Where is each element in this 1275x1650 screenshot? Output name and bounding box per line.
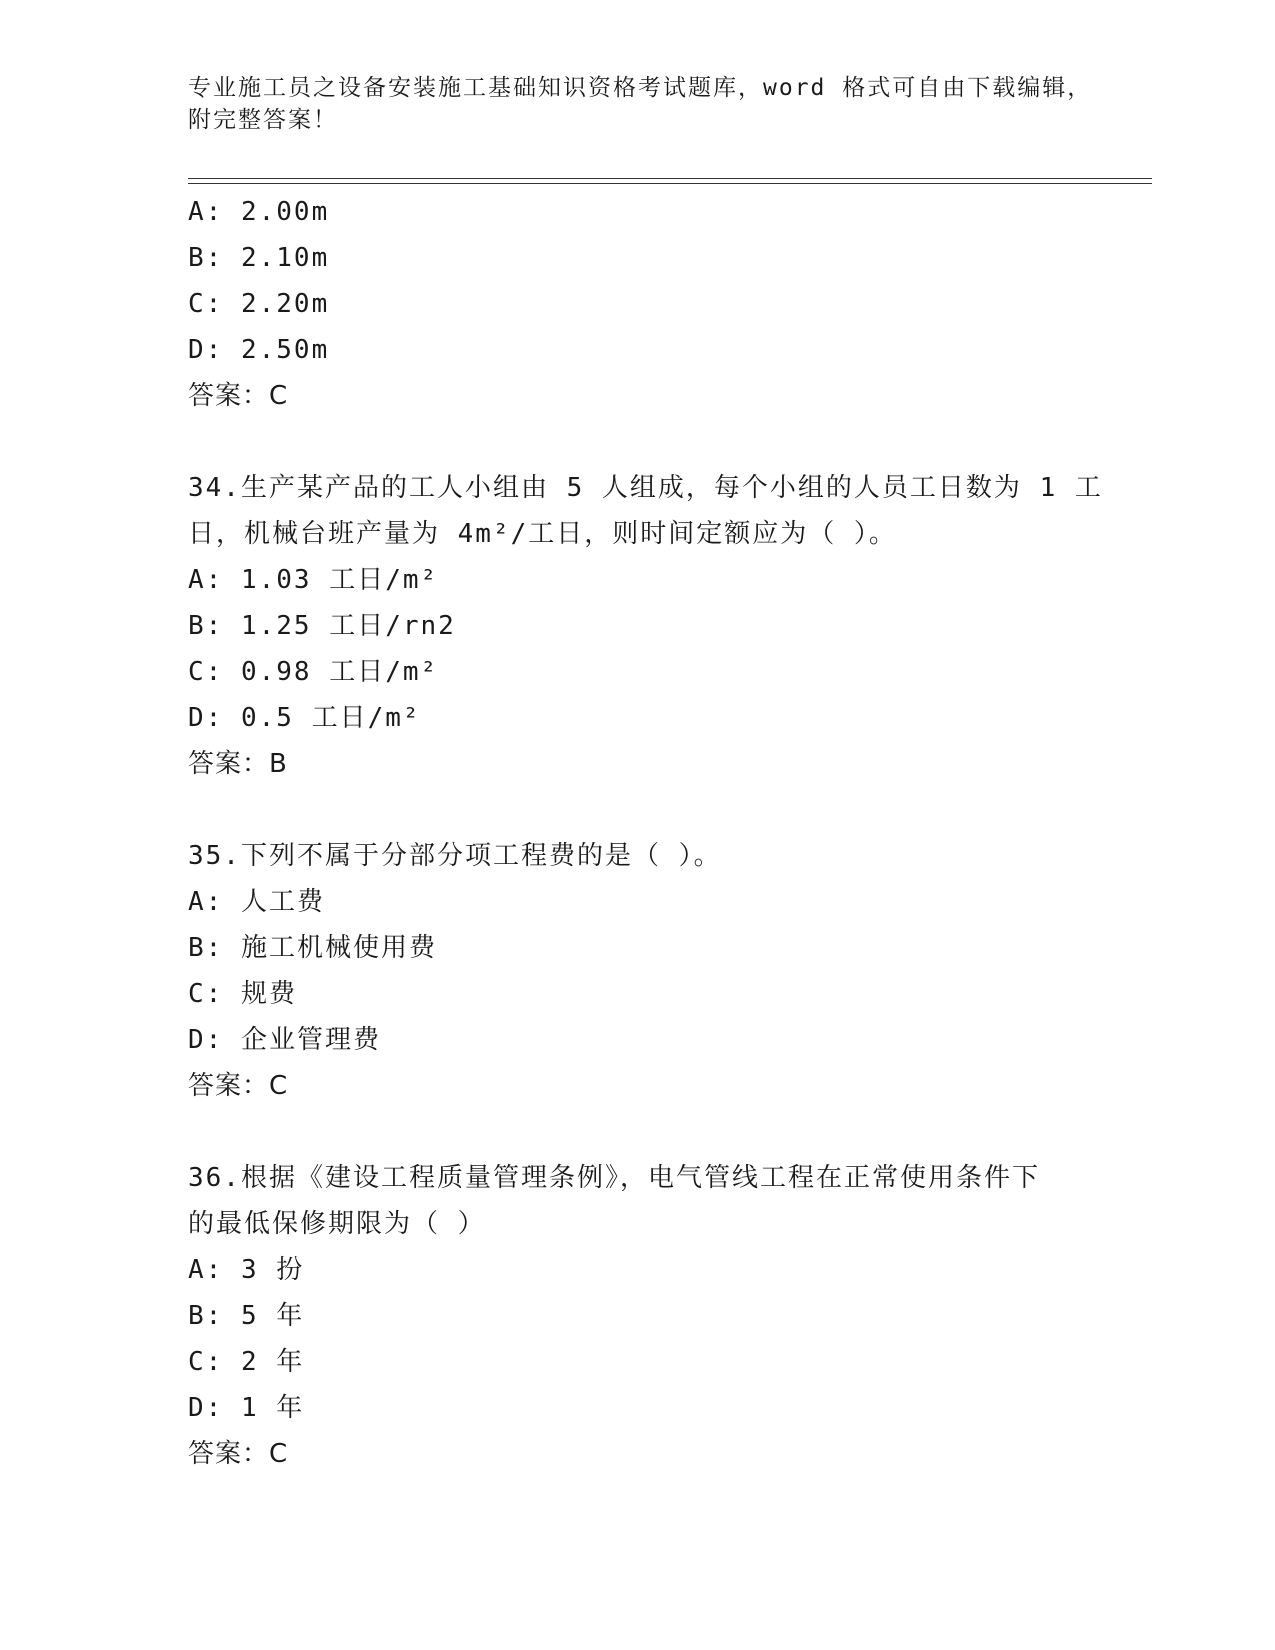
header-rule-top bbox=[188, 178, 1152, 179]
question-33 bbox=[188, 189, 1148, 419]
question-36 bbox=[188, 1155, 1148, 1477]
header-line-1: 专业施工员之设备安装施工基础知识资格考试题库，word 格式可自由下载编辑， bbox=[188, 75, 1093, 101]
question-stem-line-2: 的最低保修期限为（ ） bbox=[188, 1209, 486, 1239]
spacer bbox=[188, 419, 1148, 465]
header-line-2: 附完整答案！ bbox=[188, 107, 338, 133]
option-d: D: 2.50m bbox=[188, 335, 330, 365]
answer: 答案：C bbox=[188, 381, 289, 411]
option-c: C: 2.20m bbox=[188, 289, 330, 319]
question-list bbox=[188, 189, 1148, 1477]
question-34 bbox=[188, 465, 1148, 787]
option-c: C: 规费 bbox=[188, 979, 297, 1009]
spacer bbox=[188, 787, 1148, 833]
spacer bbox=[188, 1109, 1148, 1155]
question-stem-line-1: 34.生产某产品的工人小组由 5 人组成，每个小组的人员工日数为 1 工 bbox=[188, 473, 1103, 503]
option-a: A: 3 扮 bbox=[188, 1255, 305, 1285]
option-d: D: 0.5 工日/m² bbox=[188, 703, 421, 733]
option-d: D: 企业管理费 bbox=[188, 1025, 381, 1055]
option-c: C: 0.98 工日/m² bbox=[188, 657, 439, 687]
option-d: D: 1 年 bbox=[188, 1393, 305, 1423]
option-a: A: 人工费 bbox=[188, 887, 325, 917]
answer: 答案：C bbox=[188, 1071, 289, 1101]
question-stem-line-2: 日，机械台班产量为 4m²/工日，则时间定额应为（ ）。 bbox=[188, 519, 897, 549]
document-header bbox=[188, 72, 1093, 136]
option-b: B: 2.10m bbox=[188, 243, 330, 273]
question-stem-line-1: 36.根据《建设工程质量管理条例》，电气管线工程在正常使用条件下 bbox=[188, 1163, 1040, 1193]
option-a: A: 1.03 工日/m² bbox=[188, 565, 439, 595]
option-b: B: 5 年 bbox=[188, 1301, 305, 1331]
option-b: B: 1.25 工日/rn2 bbox=[188, 611, 456, 641]
option-c: C: 2 年 bbox=[188, 1347, 305, 1377]
answer: 答案：B bbox=[188, 749, 288, 779]
question-35 bbox=[188, 833, 1148, 1109]
header-rule-bottom bbox=[188, 183, 1152, 184]
option-b: B: 施工机械使用费 bbox=[188, 933, 437, 963]
option-a: A: 2.00m bbox=[188, 197, 330, 227]
question-stem-line-1: 35.下列不属于分部分项工程费的是（ ）。 bbox=[188, 841, 722, 871]
answer: 答案：C bbox=[188, 1439, 289, 1469]
